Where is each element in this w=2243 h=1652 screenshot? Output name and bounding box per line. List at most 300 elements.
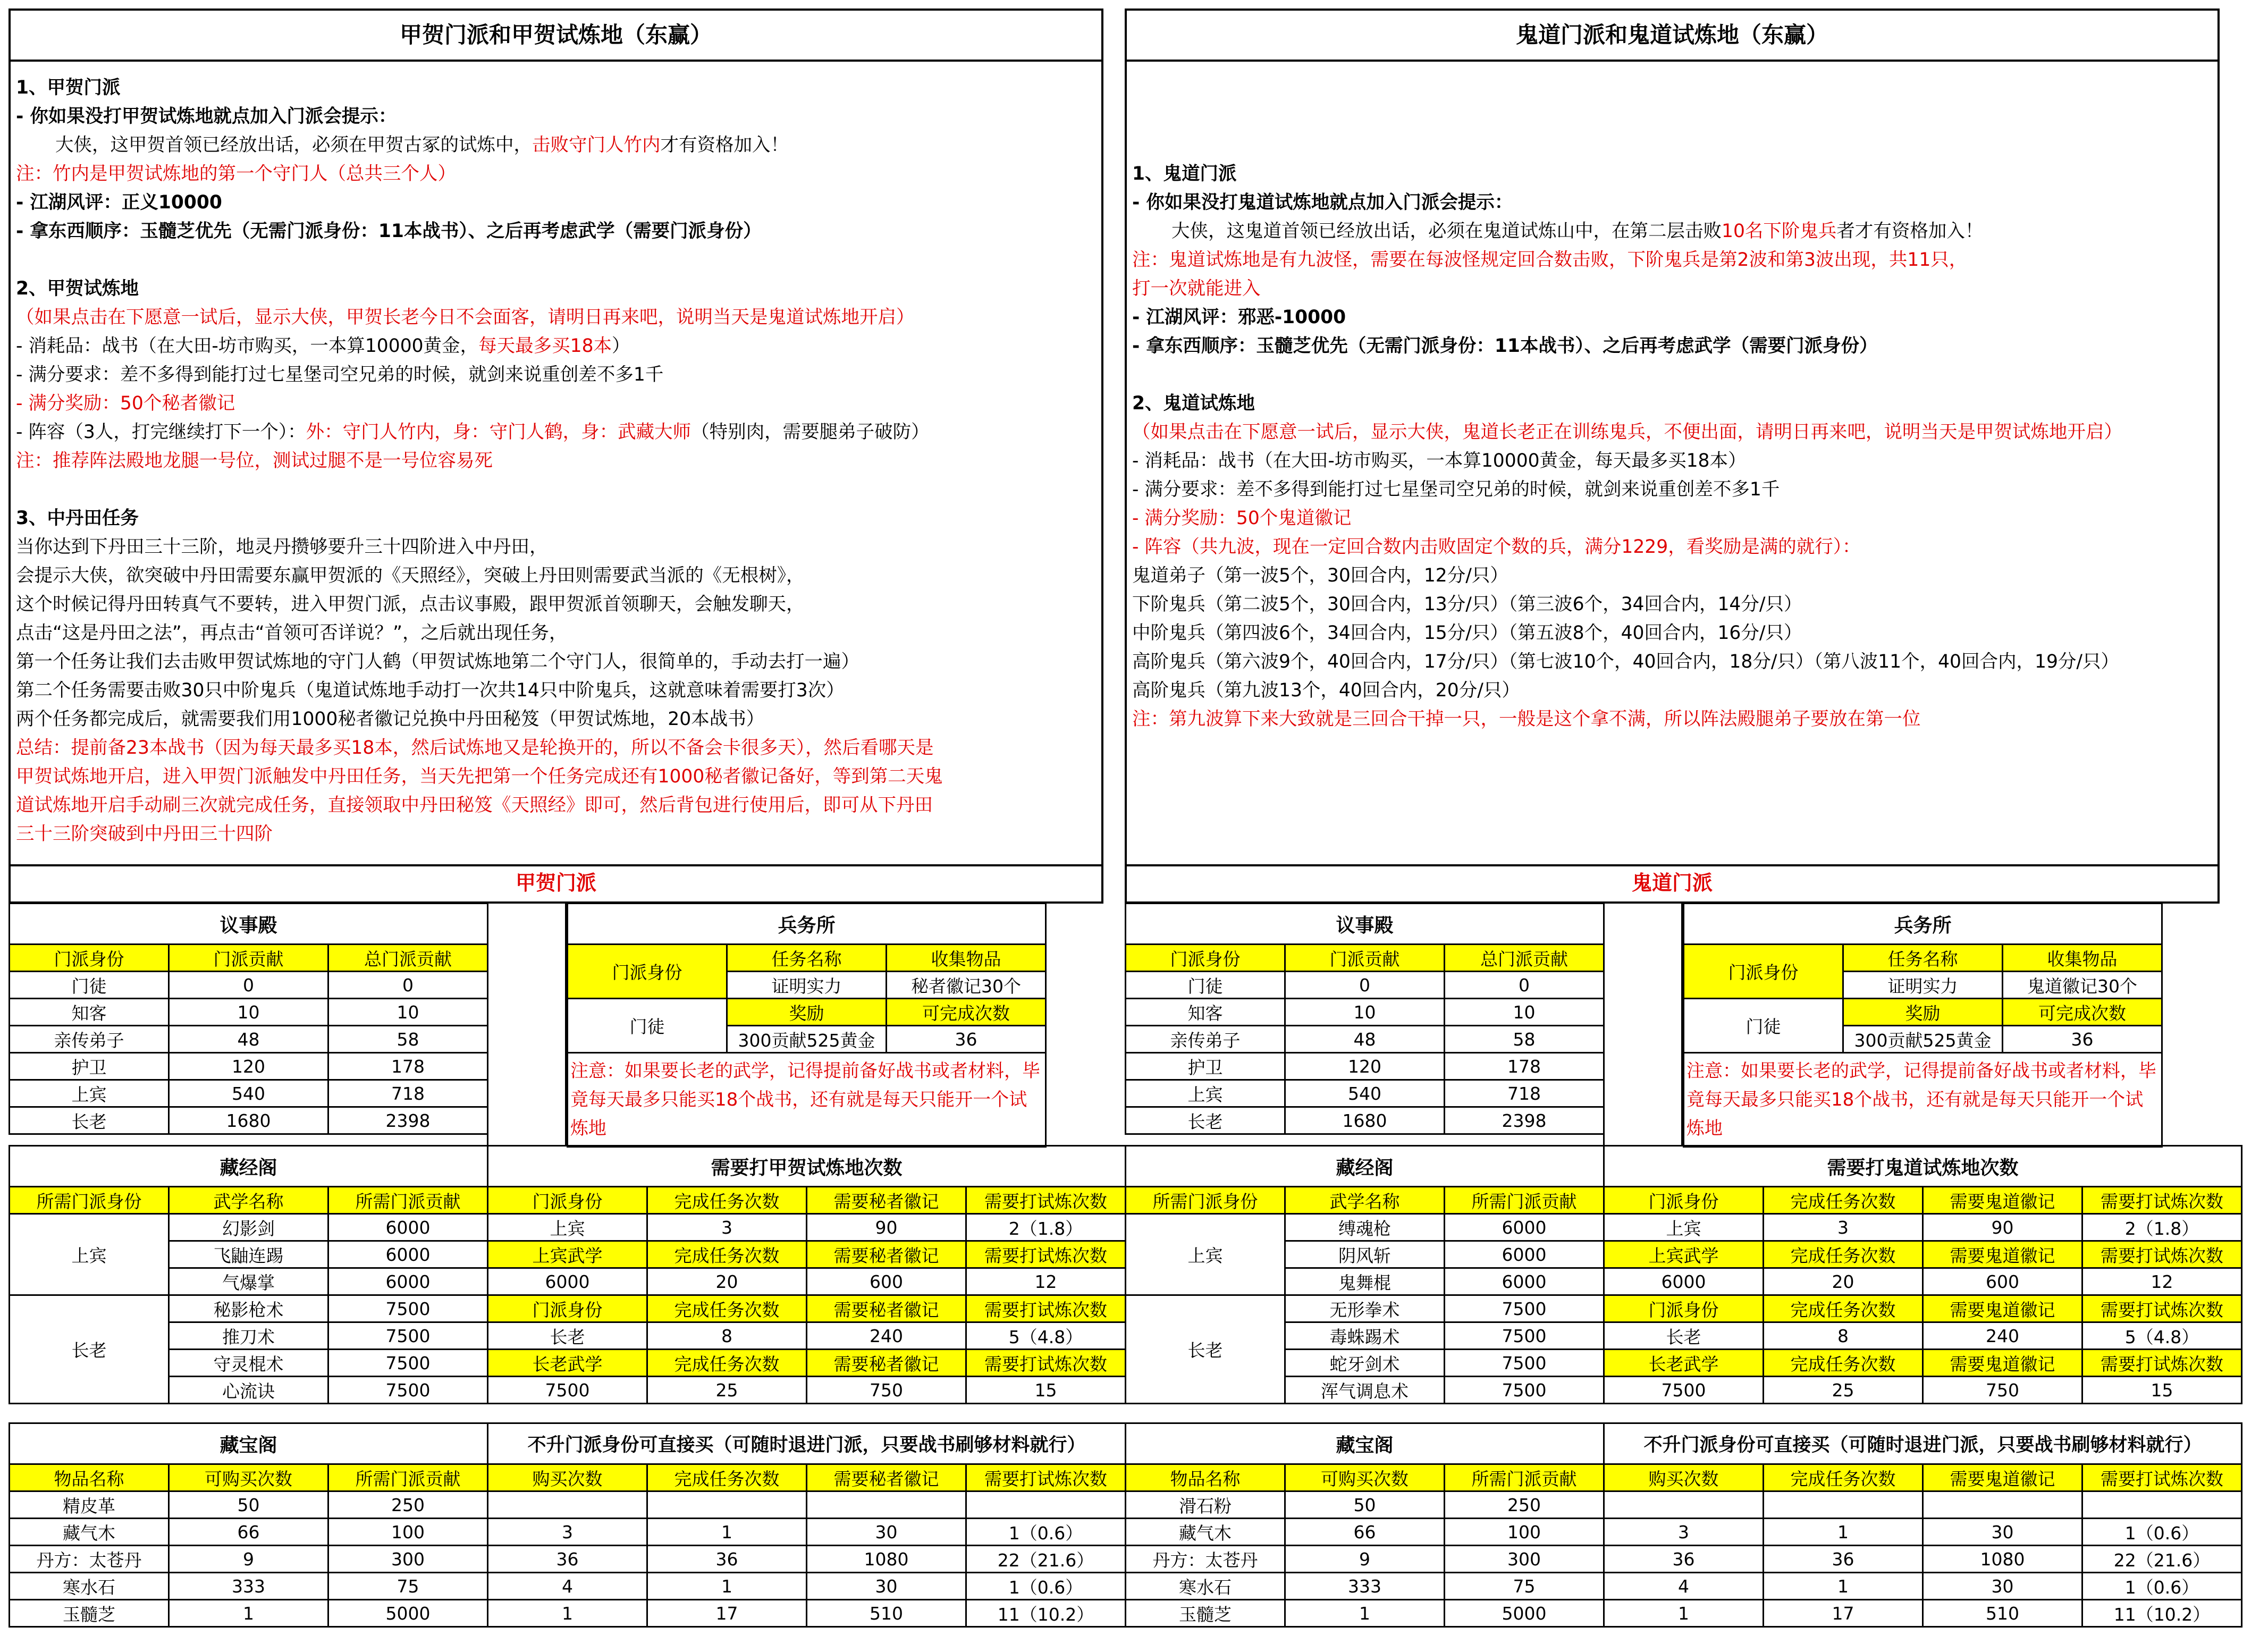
table-row [488,1464,1126,1491]
right-guide-line: 2、鬼道试炼地 [1132,393,1255,414]
table-cell: 7500 [1445,1295,1604,1322]
table-cell: 50 [169,1491,328,1519]
table-row [488,1546,1126,1573]
right-guide-line: - 拿东西顺序：玉髓芝优先（无需门派身份：11本战书）、之后再考虑武学（需要门派身份） [1132,335,1878,357]
table-row [568,1053,1046,1147]
table-cell: 1（0.6） [966,1573,1126,1600]
table-cell: 2（1.8） [966,1214,1126,1241]
table-row [488,1241,1126,1268]
table-row [1604,1268,2242,1295]
table-cell: 3 [488,1519,647,1546]
table-row [1684,1053,2162,1147]
table-cell: 1680 [1285,1107,1445,1134]
table-cell: 长老武学 [488,1350,647,1377]
column-header: 所需门派身份 [1126,1187,1285,1214]
table-cell: 需要打试炼次数 [966,1187,1126,1214]
table-cell: 2398 [328,1107,488,1134]
table-cell: 完成任务次数 [1764,1187,1923,1214]
table-cell: 门徒 [1684,999,1843,1053]
table-title: 兵务所 [1684,904,2162,945]
table-row [488,1423,1126,1464]
table-row [1604,1423,2242,1464]
left-guide-line: - 满分要求：差不多得到能打过七星堡司空兄弟的时候，就剑来说重创差不多1千 [16,364,664,385]
table-cell: 7500 [328,1350,488,1377]
table-cell: 7500 [1604,1377,1764,1404]
table-row [1126,1214,1604,1241]
table-cell: 1 [488,1600,647,1627]
table-cell: 无形拳术 [1285,1295,1445,1322]
table-row [1604,1295,2242,1322]
table-row [1126,1546,1604,1573]
table-row [10,1600,488,1627]
left-guide-line: 第二个任务需要击败30只中阶鬼兵（鬼道试炼地手动打一次共14只中阶鬼兵，这就意味着需要打3次） [16,680,845,701]
table-cell: 1 [1764,1573,1923,1600]
table-cell: 上宾 [1604,1214,1764,1241]
table-cell: 气爆掌 [169,1268,328,1295]
table-cell: 36 [1764,1546,1923,1573]
table-row [1126,1519,1604,1546]
table-cell: 需要打试炼次数 [966,1350,1126,1377]
table-row [488,1377,1126,1404]
column-header: 所需门派贡献 [1445,1187,1604,1214]
table-cell: 17 [647,1600,807,1627]
table-cell [966,1491,1126,1519]
table-cell: 240 [807,1322,966,1350]
table-cell: 完成任务次数 [647,1241,807,1268]
table-cell: 可购买次数 [169,1464,328,1491]
table-cell [1604,1491,1764,1519]
table-row [1126,945,1604,972]
table-cell: 需要打试炼次数 [2082,1350,2242,1377]
column-header: 总门派贡献 [1445,945,1604,972]
left-guide-line: 两个任务都完成后，就需要我们用1000秘者徽记兑换中丹田秘笈（甲贺试炼地，20本战书） [16,709,765,730]
table-row [1126,1491,1604,1519]
table-cell: 36 [488,1546,647,1573]
table-cell: 25 [1764,1377,1923,1404]
table-cell: 10 [1285,999,1445,1026]
table-cell: 可完成次数 [887,999,1046,1026]
table-cell: 75 [328,1573,488,1600]
table-cell: 300 [328,1546,488,1573]
table-cell: 需要打试炼次数 [966,1241,1126,1268]
table-cell: 540 [169,1080,328,1107]
table-gap [1603,903,1683,1145]
table-cell: 丹方：太苍丹 [10,1546,169,1573]
left-guide-line: 甲贺试炼地开启，进入甲贺门派触发中丹田任务，当天先把第一个任务完成还有1000秘者徽记备好，等到第二天鬼 [16,766,943,787]
right-guide-panel [1125,9,2220,866]
table-cell: 收集物品 [887,945,1046,972]
table-cell: 需要鬼道徽记 [1923,1241,2082,1268]
table-cell: 需要打试炼次数 [2082,1464,2242,1491]
table-cell: 6000 [1445,1268,1604,1295]
table-cell: 6000 [328,1268,488,1295]
table-cell: 需要秘者徽记 [807,1187,966,1214]
right-trial-table [1603,1145,2242,1404]
column-header: 门派身份 [1684,945,1843,999]
table-cell: 600 [1923,1268,2082,1295]
table-cell: 玉髓芝 [1126,1600,1285,1627]
table-row [10,999,488,1026]
table-cell: 滑石粉 [1126,1491,1285,1519]
table-cell: 6000 [328,1241,488,1268]
table-cell: 心流诀 [169,1377,328,1404]
table-cell: 完成任务次数 [647,1187,807,1214]
table-cell: 门派身份 [488,1295,647,1322]
table-row [1604,1350,2242,1377]
table-cell: 5000 [1445,1600,1604,1627]
table-cell: 3 [1764,1214,1923,1241]
table-cell: 4 [1604,1573,1764,1600]
right-direct-table [1603,1422,2242,1628]
right-guide-line: - 你如果没打鬼道试炼地就点加入门派会提示： [1132,192,1513,213]
table-cell: 178 [1445,1053,1604,1080]
table-cell: 鬼道徽记30个 [2003,972,2162,999]
table-row [1604,1322,2242,1350]
table-row [1126,1080,1604,1107]
table-cell: 鬼舞棍 [1285,1268,1445,1295]
table-cell: 奖励 [1843,999,2003,1026]
left-guide-line: 3、中丹田任务 [16,508,139,529]
table-row [1604,1214,2242,1241]
table-cell: 250 [328,1491,488,1519]
table-cell: 36 [887,1026,1046,1053]
right-section-header: 鬼道门派 [1125,862,2220,904]
table-cell: 540 [1285,1080,1445,1107]
table-cell: 120 [1285,1053,1445,1080]
table-cell: 510 [1923,1600,2082,1627]
column-header: 门派身份 [10,945,169,972]
table-cell: 可完成次数 [2003,999,2162,1026]
table-cell: 7500 [328,1295,488,1322]
table-title: 藏宝阁 [1126,1423,1604,1464]
left-yishi-table [9,903,488,1135]
right-guide-line [1132,102,2212,131]
table-cell: 30 [807,1519,966,1546]
table-cell: 250 [1445,1491,1604,1519]
table-cell: 750 [1923,1377,2082,1404]
table-cell: 证明实力 [1843,972,2003,999]
table-cell: 7500 [328,1377,488,1404]
table-cell: 300贡献525黄金 [727,1026,887,1053]
table-cell: 完成任务次数 [1764,1295,1923,1322]
left-bingwu-table [567,903,1047,1148]
right-guide-line: - 满分奖励：50个鬼道徽记 [1132,508,1352,529]
column-header: 门派贡献 [1285,945,1445,972]
right-guide-text [1127,62,2217,864]
table-cell: 秘影枪术 [169,1295,328,1322]
table-cell: 15 [2082,1377,2242,1404]
table-cell: 66 [169,1519,328,1546]
table-row [1126,1423,1604,1464]
table-cell: 10 [328,999,488,1026]
table-cell: 1 [169,1600,328,1627]
table-cell: 75 [1445,1573,1604,1600]
table-cell: 物品名称 [1126,1464,1285,1491]
table-row [488,1295,1126,1322]
right-panel-title: 鬼道门派和鬼道试炼地（东赢） [1127,11,2217,62]
table-cell [488,1491,647,1519]
table-row [568,904,1046,945]
table-row [10,1080,488,1107]
table-cell: 门徒 [568,999,727,1053]
table-row [10,945,488,972]
table-cell: 3 [1604,1519,1764,1546]
table-cell: 所需门派贡献 [328,1464,488,1491]
right-guide-line: 下阶鬼兵（第二波5个，30回合内，13分/只）（第三波6个，34回合内，14分/只） [1132,594,1802,615]
table-row [1126,904,1604,945]
right-guide-line [1132,360,2212,389]
left-guide-line: - 消耗品：战书（在大田-坊市购买，一本算10000黄金，每天最多买18本） [16,335,630,357]
column-header: 武学名称 [1285,1187,1445,1214]
table-row [1126,999,1604,1026]
table-cell: 1 [1764,1519,1923,1546]
table-cell: 需要鬼道徽记 [1923,1464,2082,1491]
table-cell: 毒蛛踢术 [1285,1322,1445,1350]
table-cell: 门派身份 [1604,1187,1764,1214]
table-row [1126,1295,1604,1322]
table-cell: 600 [807,1268,966,1295]
table-cell: 2398 [1445,1107,1604,1134]
table-cell: 1 [1604,1600,1764,1627]
left-guide-line: 大侠，这甲贺首领已经放出话，必须在甲贺古冢的试炼中，击败守门人竹内才有资格加入！ [55,134,789,156]
left-guide-line [16,246,1096,274]
table-cell: 长老武学 [1604,1350,1764,1377]
table-cell: 30 [807,1573,966,1600]
table-cell: 蛇牙剑术 [1285,1350,1445,1377]
table-cell: 可购买次数 [1285,1464,1445,1491]
table-cell: 玉髓芝 [10,1600,169,1627]
table-row [1126,1053,1604,1080]
table-row [1684,945,2162,972]
right-guide-line: 注：第九波算下来大致就是三回合干掉一只，一般是这个拿不满，所以阵法殿腿弟子要放在第一位 [1132,709,1921,730]
table-cell: 11（10.2） [966,1600,1126,1627]
left-guide-line: 会提示大侠，欲突破中丹田需要东赢甲贺派的《天照经》，突破上丹田则需要武当派的《无根树》， [16,565,805,586]
table-row [10,1214,488,1241]
table-row [488,1268,1126,1295]
table-cell: 藏气木 [1126,1519,1285,1546]
table-cell: 90 [807,1214,966,1241]
table-row [1126,1026,1604,1053]
left-guide-line: 这个时候记得丹田转真气不要转，进入甲贺门派，点击议事殿，跟甲贺派首领聊天，会触发聊天， [16,594,805,615]
table-cell: 知客 [10,999,169,1026]
table-cell: 1 [1285,1600,1445,1627]
column-header: 门派身份 [568,945,727,999]
table-cell: 12 [2082,1268,2242,1295]
table-cell: 9 [1285,1546,1445,1573]
table-row [10,1053,488,1080]
table-cell: 20 [1764,1268,1923,1295]
table-cell: 66 [1285,1519,1445,1546]
table-row [568,999,1046,1026]
table-cell: 90 [1923,1214,2082,1241]
table-row [1604,1187,2242,1214]
table-row [1126,1464,1604,1491]
table-cell: 2（1.8） [2082,1214,2242,1241]
table-cell: 7500 [1445,1322,1604,1350]
column-header: 门派贡献 [169,945,328,972]
table-title: 藏经阁 [10,1146,488,1187]
table-cell: 1 [647,1519,807,1546]
table-cell: 6000 [1445,1214,1604,1241]
left-guide-line: 三十三阶突破到中丹田三十四阶 [16,823,273,845]
table-cell: 需要秘者徽记 [807,1295,966,1322]
right-guide-line: 注：鬼道试炼地是有九波怪，需要在每波怪规定回合数击败，下阶鬼兵是第2波和第3波出现，共11只， [1132,249,1968,271]
column-header: 武学名称 [169,1187,328,1214]
table-cell: 需要鬼道徽记 [1923,1187,2082,1214]
table-row [10,1491,488,1519]
table-cell: 4 [488,1573,647,1600]
table-cell: 需要打试炼次数 [2082,1187,2242,1214]
left-guide-line: - 拿东西顺序：玉髓芝优先（无需门派身份：11本战书）、之后再考虑武学（需要门派身份） [16,221,762,242]
left-guide-line: 第一个任务让我们去击败甲贺试炼地的守门人鹤（甲贺试炼地第二个守门人，很简单的，手动去打一遍） [16,651,859,672]
table-cell: 22（21.6） [966,1546,1126,1573]
table-row [1684,904,2162,945]
table-title: 需要打甲贺试炼地次数 [488,1146,1126,1187]
table-cell: 333 [1285,1573,1445,1600]
table-cell [1923,1491,2082,1519]
table-cell: 上宾 [10,1080,169,1107]
table-row [10,1423,488,1464]
table-cell: 100 [1445,1519,1604,1546]
table-cell: 36 [1604,1546,1764,1573]
table-row [488,1600,1126,1627]
table-cell: 48 [169,1026,328,1053]
table-cell: 寒水石 [10,1573,169,1600]
right-guide-line: - 消耗品：战书（在大田-坊市购买，一本算10000黄金，每天最多买18本） [1132,450,1747,471]
table-cell: 物品名称 [10,1464,169,1491]
table-cell: 718 [1445,1080,1604,1107]
table-cell: 亲传弟子 [1126,1026,1285,1053]
table-cell: 丹方：太苍丹 [1126,1546,1285,1573]
table-cell: 需要秘者徽记 [807,1464,966,1491]
table-cell: 需要秘者徽记 [807,1241,966,1268]
table-cell: 需要打试炼次数 [966,1295,1126,1322]
table-cell: 5（4.8） [966,1322,1126,1350]
left-guide-line: 1、甲贺门派 [16,77,121,98]
table-row [488,1491,1126,1519]
table-cell: 48 [1285,1026,1445,1053]
table-cell: 0 [1445,972,1604,999]
table-cell: 长老 [1604,1322,1764,1350]
table-row [1126,1600,1604,1627]
right-cangbao-table [1125,1422,1605,1628]
table-cell: 证明实力 [727,972,887,999]
left-guide-line: 当你达到下丹田三十三阶，地灵丹攒够要升三十四阶进入中丹田， [16,536,548,558]
left-guide-line: 总结：提前备23本战书（因为每天最多买18本，然后试炼地又是轮换开的，所以不备会卡很多天），然后看哪天是 [16,737,934,758]
table-row [1684,999,2162,1026]
table-title: 不升门派身份可直接买（可随时退进门派，只要战书刷够材料就行） [488,1423,1126,1464]
table-cell: 8 [647,1322,807,1350]
left-guide-line [16,475,1096,504]
table-cell: 完成任务次数 [1764,1464,1923,1491]
left-guide-text [11,62,1101,864]
table-row [488,1214,1126,1241]
table-cell: 推刀术 [169,1322,328,1350]
table-cell: 完成任务次数 [1764,1350,1923,1377]
table-cell: 58 [1445,1026,1604,1053]
table-cell: 6000 [1445,1241,1604,1268]
table-row [488,1187,1126,1214]
table-cell: 护卫 [1126,1053,1285,1080]
table-cell: 购买次数 [488,1464,647,1491]
table-row [10,1187,488,1214]
table-cell: 上宾 [1126,1080,1285,1107]
table-row [10,1519,488,1546]
table-cell: 15 [966,1377,1126,1404]
right-guide-line: 大侠，这鬼道首领已经放出话，必须在鬼道试炼山中，在第二层击败10名下阶鬼兵者才有资格加入！ [1171,221,1984,242]
table-row [488,1322,1126,1350]
right-guide-line: （如果点击在下愿意一试后，显示大侠，鬼道长老正在训练鬼兵，不便出面，请明日再来吧，说明当天是甲贺试炼地开启） [1132,422,2122,443]
table-cell: 58 [328,1026,488,1053]
table-cell: 收集物品 [2003,945,2162,972]
table-cell: 12 [966,1268,1126,1295]
table-cell: 240 [1923,1322,2082,1350]
table-cell: 718 [328,1080,488,1107]
table-row [488,1146,1126,1187]
table-cell: 3 [647,1214,807,1241]
table-cell: 上宾 [488,1214,647,1241]
table-cell: 9 [169,1546,328,1573]
table-cell: 完成任务次数 [647,1350,807,1377]
table-cell: 0 [169,972,328,999]
table-cell: 100 [328,1519,488,1546]
table-cell: 36 [2003,1026,2162,1053]
table-cell: 7500 [488,1377,647,1404]
table-cell: 1 [647,1573,807,1600]
left-guide-line: 点击“这是丹田之法”，再点击“首领可否详说？”，之后就出现任务， [16,622,568,644]
column-header: 门派身份 [1126,945,1285,972]
right-yishi-table [1125,903,1605,1135]
table-cell: 17 [1764,1600,1923,1627]
table-cell: 50 [1285,1491,1445,1519]
table-row [10,1295,488,1322]
table-row [1604,1573,2242,1600]
table-row [1126,1107,1604,1134]
table-cell: 长老 [1126,1295,1285,1404]
table-title: 议事殿 [1126,904,1604,945]
table-cell: 1（0.6） [2082,1573,2242,1600]
table-cell: 22（21.6） [2082,1546,2242,1573]
table-row [1604,1464,2242,1491]
table-cell: 30 [1923,1519,2082,1546]
table-title: 议事殿 [10,904,488,945]
table-cell: 完成任务次数 [647,1464,807,1491]
right-guide-line [1132,131,2212,159]
table-row [488,1350,1126,1377]
table-cell: 20 [647,1268,807,1295]
table-cell: 护卫 [10,1053,169,1080]
table-cell: 7500 [1445,1350,1604,1377]
table-cell: 浑气调息术 [1285,1377,1445,1404]
table-cell [647,1491,807,1519]
table-row [10,1573,488,1600]
table-row [1126,972,1604,999]
table-cell: 亲传弟子 [10,1026,169,1053]
left-guide-line: 注：竹内是甲贺试炼地的第一个守门人（总共三个人） [16,163,456,184]
left-cangbao-table [9,1422,488,1628]
right-guide-line: - 满分要求：差不多得到能打过七星堡司空兄弟的时候，就剑来说重创差不多1千 [1132,479,1780,500]
table-cell: 300贡献525黄金 [1843,1026,2003,1053]
table-cell: 寒水石 [1126,1573,1285,1600]
table-cell: 精皮革 [10,1491,169,1519]
left-trial-table [487,1145,1126,1404]
table-row [488,1573,1126,1600]
table-title: 藏宝阁 [10,1423,488,1464]
table-cell: 需要打试炼次数 [2082,1241,2242,1268]
table-cell: 任务名称 [1843,945,2003,972]
table-row [1604,1600,2242,1627]
table-row [1126,1187,1604,1214]
